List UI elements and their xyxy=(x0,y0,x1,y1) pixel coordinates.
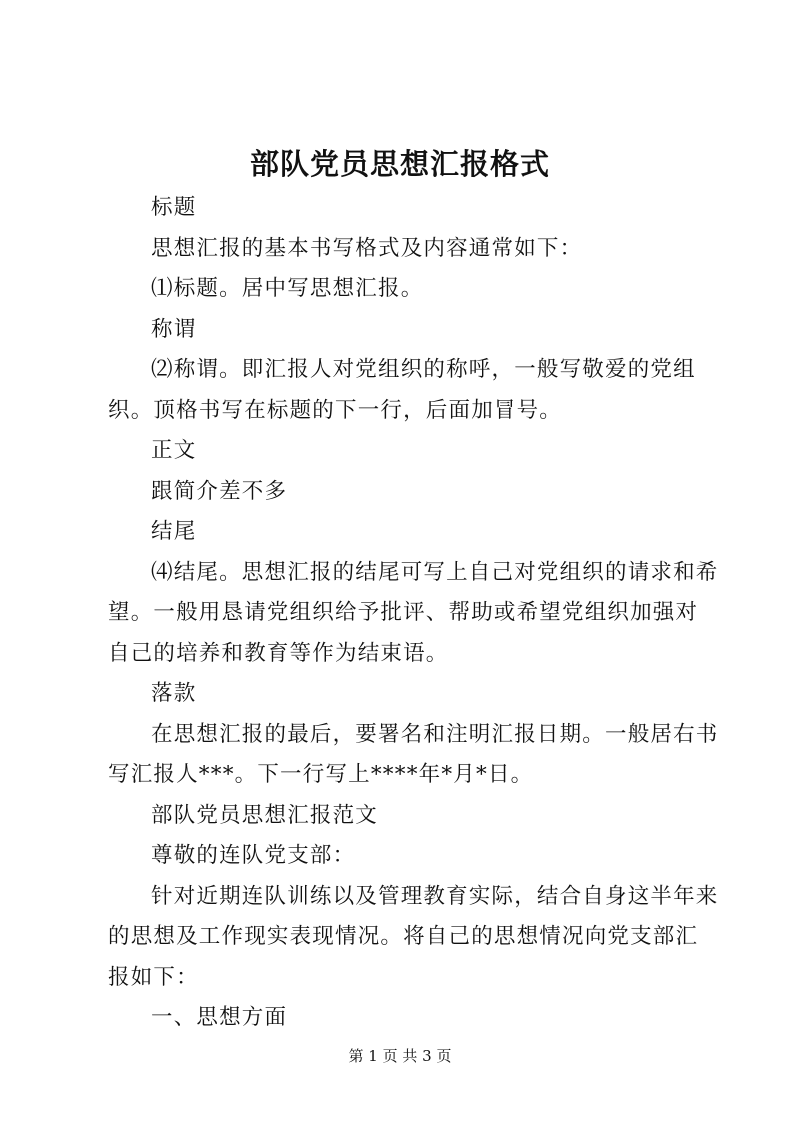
paragraph: ⑷结尾。思想汇报的结尾可写上自己对党组织的请求和希望。一般用恳请党组织给予批评、帮助或希望党组织加强对自己的培养和教育等作为结束语。 xyxy=(108,559,719,666)
paragraph: 称谓 xyxy=(151,316,197,342)
paragraph: 跟简介差不多 xyxy=(151,478,288,504)
paragraph: 结尾 xyxy=(151,519,197,544)
paragraph: ⑵称谓。即汇报人对党组织的称呼，一般写敬爱的党组织。顶格书写在标题的下一行，后面加冒号。 xyxy=(108,357,696,423)
page-footer: 第 1 页 共 3 页 xyxy=(348,1047,452,1065)
paragraph: 标题 xyxy=(151,195,197,220)
paragraph: 一、思想方面 xyxy=(151,1005,288,1030)
paragraph: 思想汇报的基本书写格式及内容通常如下： xyxy=(151,235,583,261)
paragraph: 正文 xyxy=(151,438,197,463)
paragraph: 针对近期连队训练以及管理教育实际，结合自身这半年来的思想及工作现实表现情况。将自己的思想情况向党支部汇报如下： xyxy=(108,883,719,990)
paragraph: 尊敬的连队党支部： xyxy=(151,843,356,868)
paragraph: ⑴标题。居中写思想汇报。 xyxy=(151,276,424,301)
paragraph: 落款 xyxy=(151,681,197,706)
document-title: 部队党员思想汇报格式 xyxy=(249,147,550,181)
document-body xyxy=(108,188,720,1039)
paragraph: 部队党员思想汇报范文 xyxy=(151,802,379,828)
paragraph: 在思想汇报的最后，要署名和注明汇报日期。一般居右书写汇报人***。下一行写上****年*月*日。 xyxy=(108,721,719,787)
